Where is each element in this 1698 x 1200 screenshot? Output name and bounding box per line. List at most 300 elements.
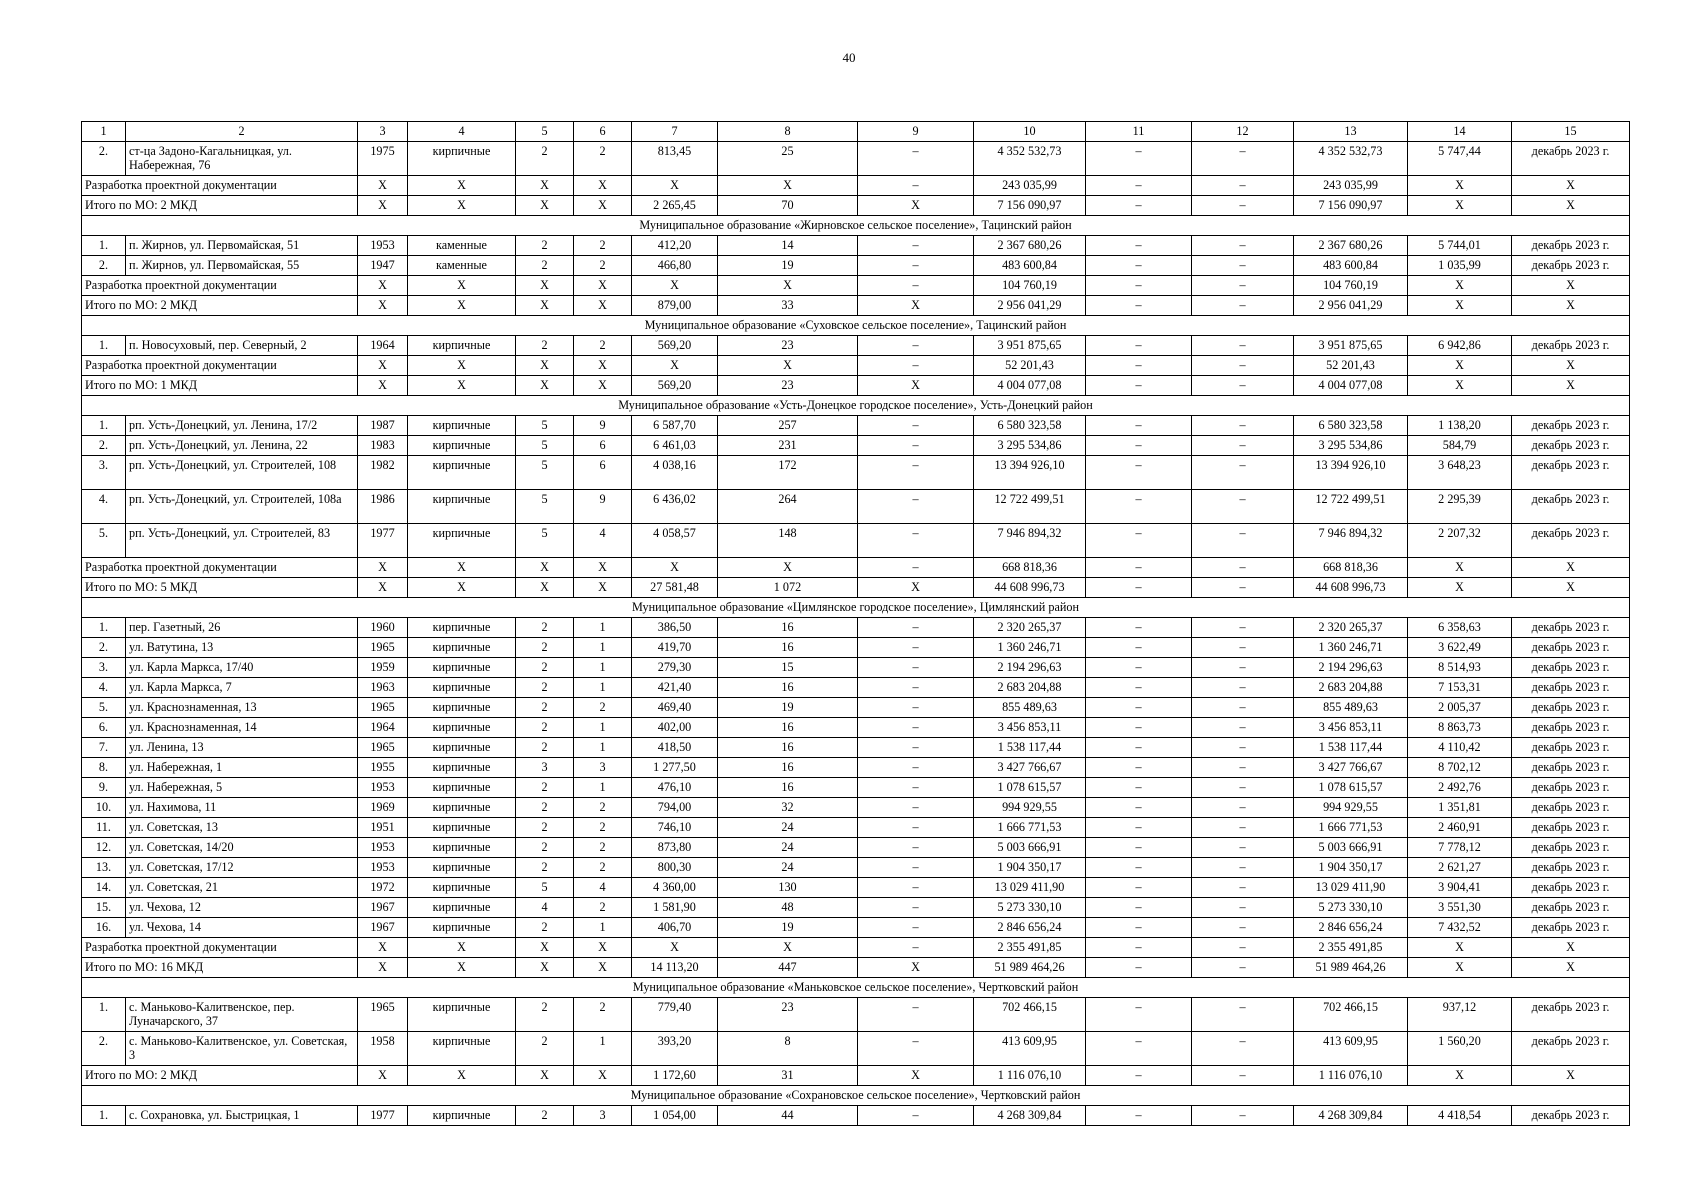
table-cell: X — [574, 558, 632, 578]
summary-label: Разработка проектной документации — [82, 356, 358, 376]
table-cell: 1987 — [358, 416, 408, 436]
table-cell: X — [1512, 296, 1630, 316]
table-cell: 24 — [718, 858, 858, 878]
table-cell: – — [1086, 436, 1192, 456]
table-cell: 447 — [718, 958, 858, 978]
table-cell: 130 — [718, 878, 858, 898]
table-cell: 2 — [574, 818, 632, 838]
section-title: Муниципальное образование «Усть-Донецкое городское поселение», Усть-Донецкий район — [82, 396, 1630, 416]
table-cell: – — [858, 638, 974, 658]
section-header-row — [82, 598, 1630, 618]
table-cell: 2 460,91 — [1408, 818, 1512, 838]
table-cell: 2 367 680,26 — [1294, 236, 1408, 256]
table-cell: 1 — [574, 678, 632, 698]
table-cell: X — [858, 196, 974, 216]
table-cell: X — [1408, 276, 1512, 296]
table-cell: 7 946 894,32 — [1294, 524, 1408, 558]
summary-label: Итого по МО: 2 МКД — [82, 296, 358, 316]
table-cell: 1977 — [358, 524, 408, 558]
table-cell: кирпичные — [408, 456, 516, 490]
table-cell: X — [718, 276, 858, 296]
summary-row — [82, 1066, 1630, 1086]
table-cell: декабрь 2023 г. — [1512, 436, 1630, 456]
summary-row — [82, 276, 1630, 296]
table-cell: 5 003 666,91 — [1294, 838, 1408, 858]
table-cell: 7 156 090,97 — [974, 196, 1086, 216]
table-cell: – — [858, 778, 974, 798]
table-cell: – — [1086, 818, 1192, 838]
table-cell: 1972 — [358, 878, 408, 898]
table-cell: X — [574, 376, 632, 396]
table-cell: 702 466,15 — [974, 998, 1086, 1032]
summary-label: Разработка проектной документации — [82, 558, 358, 578]
table-cell: – — [1192, 436, 1294, 456]
table-cell: 1965 — [358, 738, 408, 758]
address-cell: ул. Советская, 21 — [126, 878, 358, 898]
table-cell: – — [1086, 236, 1192, 256]
table-cell: 51 989 464,26 — [1294, 958, 1408, 978]
table-cell: – — [1192, 376, 1294, 396]
table-cell: 1958 — [358, 1032, 408, 1066]
table-row — [82, 998, 1630, 1032]
table-cell: X — [408, 958, 516, 978]
table-cell: X — [574, 938, 632, 958]
table-cell: 412,20 — [632, 236, 718, 256]
table-cell: – — [1086, 758, 1192, 778]
table-cell: – — [1086, 878, 1192, 898]
table-cell: 2. — [82, 1032, 126, 1066]
table-row — [82, 858, 1630, 878]
table-cell: 16 — [718, 638, 858, 658]
table-cell: X — [358, 376, 408, 396]
column-number: 8 — [718, 122, 858, 142]
table-cell: декабрь 2023 г. — [1512, 658, 1630, 678]
table-cell: 5 273 330,10 — [974, 898, 1086, 918]
address-cell: ул. Краснознаменная, 14 — [126, 718, 358, 738]
table-cell: 6 358,63 — [1408, 618, 1512, 638]
table-cell: 23 — [718, 376, 858, 396]
table-cell: – — [1192, 958, 1294, 978]
table-cell: 413 609,95 — [974, 1032, 1086, 1066]
table-cell: 1975 — [358, 142, 408, 176]
table-cell: 1 072 — [718, 578, 858, 598]
table-cell: – — [1192, 416, 1294, 436]
table-cell: – — [1192, 176, 1294, 196]
table-cell: кирпичные — [408, 878, 516, 898]
section-title: Муниципальное образование «Маньковское сельское поселение», Чертковский район — [82, 978, 1630, 998]
table-cell: – — [858, 336, 974, 356]
table-cell: кирпичные — [408, 416, 516, 436]
table-cell: 2 956 041,29 — [1294, 296, 1408, 316]
table-row — [82, 456, 1630, 490]
table-cell: 1 — [574, 638, 632, 658]
table-cell: 3 904,41 — [1408, 878, 1512, 898]
table-cell: 231 — [718, 436, 858, 456]
table-cell: – — [1086, 718, 1192, 738]
table-cell: 2 — [516, 618, 574, 638]
column-number: 12 — [1192, 122, 1294, 142]
table-cell: X — [516, 296, 574, 316]
table-cell: 2. — [82, 436, 126, 456]
section-header-row — [82, 1086, 1630, 1106]
column-number: 5 — [516, 122, 574, 142]
section-title: Муниципальное образование «Сохрановское сельское поселение», Чертковский район — [82, 1086, 1630, 1106]
table-cell: X — [516, 1066, 574, 1086]
table-cell: декабрь 2023 г. — [1512, 490, 1630, 524]
table-cell: декабрь 2023 г. — [1512, 758, 1630, 778]
table-cell: 264 — [718, 490, 858, 524]
table-cell: 2 — [516, 838, 574, 858]
table-cell: 3 456 853,11 — [1294, 718, 1408, 738]
table-cell: декабрь 2023 г. — [1512, 638, 1630, 658]
table-cell: 6 580 323,58 — [1294, 416, 1408, 436]
table-row — [82, 524, 1630, 558]
table-cell: 16 — [718, 618, 858, 638]
table-cell: – — [1192, 818, 1294, 838]
table-cell: 2 — [574, 336, 632, 356]
table-cell: X — [718, 356, 858, 376]
table-cell: 1960 — [358, 618, 408, 638]
table-cell: 4 — [574, 524, 632, 558]
table-cell: 44 608 996,73 — [1294, 578, 1408, 598]
table-cell: 104 760,19 — [974, 276, 1086, 296]
table-cell: – — [1086, 276, 1192, 296]
table-cell: X — [574, 196, 632, 216]
table-cell: 1977 — [358, 1106, 408, 1126]
table-cell: 5 273 330,10 — [1294, 898, 1408, 918]
table-cell: кирпичные — [408, 898, 516, 918]
table-cell: 3 — [574, 758, 632, 778]
table-cell: – — [1192, 878, 1294, 898]
table-cell: 2 — [574, 898, 632, 918]
table-cell: – — [1086, 296, 1192, 316]
table-cell: – — [858, 938, 974, 958]
table-cell: – — [1192, 698, 1294, 718]
table-cell: X — [516, 376, 574, 396]
table-cell: 2. — [82, 638, 126, 658]
table-cell: 4 — [574, 878, 632, 898]
table-cell: 1965 — [358, 698, 408, 718]
table-cell: – — [1086, 196, 1192, 216]
table-cell: 1963 — [358, 678, 408, 698]
table-cell: 6 461,03 — [632, 436, 718, 456]
table-cell: декабрь 2023 г. — [1512, 778, 1630, 798]
table-cell: – — [858, 490, 974, 524]
table-cell: 16 — [718, 718, 858, 738]
table-cell: – — [858, 838, 974, 858]
table-cell: – — [858, 176, 974, 196]
column-number: 7 — [632, 122, 718, 142]
summary-label: Разработка проектной документации — [82, 938, 358, 958]
table-cell: декабрь 2023 г. — [1512, 336, 1630, 356]
table-cell: кирпичные — [408, 524, 516, 558]
address-cell: ул. Ленина, 13 — [126, 738, 358, 758]
table-cell: 2 — [516, 1106, 574, 1126]
table-row — [82, 256, 1630, 276]
table-cell: 8 — [718, 1032, 858, 1066]
table-cell: 4 058,57 — [632, 524, 718, 558]
table-cell: 1 — [574, 738, 632, 758]
table-cell: 2 207,32 — [1408, 524, 1512, 558]
table-cell: декабрь 2023 г. — [1512, 256, 1630, 276]
address-cell: ул. Нахимова, 11 — [126, 798, 358, 818]
table-cell: X — [358, 296, 408, 316]
table-cell: 5 003 666,91 — [974, 838, 1086, 858]
table-row — [82, 416, 1630, 436]
column-number: 4 — [408, 122, 516, 142]
table-cell: 257 — [718, 416, 858, 436]
table-cell: 5 — [516, 456, 574, 490]
table-cell: – — [1086, 918, 1192, 938]
table-cell: – — [858, 236, 974, 256]
table-cell: 2 683 204,88 — [1294, 678, 1408, 698]
table-cell: X — [1512, 938, 1630, 958]
table-cell: 5 744,01 — [1408, 236, 1512, 256]
table-cell: X — [1408, 196, 1512, 216]
table-row — [82, 1106, 1630, 1126]
table-cell: 2 621,27 — [1408, 858, 1512, 878]
table-cell: 10. — [82, 798, 126, 818]
table-cell: – — [1192, 778, 1294, 798]
section-header-row — [82, 978, 1630, 998]
table-cell: – — [1086, 142, 1192, 176]
table-cell: X — [408, 578, 516, 598]
table-cell: X — [358, 356, 408, 376]
table-cell: X — [858, 958, 974, 978]
table-cell: X — [1512, 176, 1630, 196]
table-cell: X — [516, 958, 574, 978]
table-cell: 2 320 265,37 — [974, 618, 1086, 638]
table-cell: 4 352 532,73 — [1294, 142, 1408, 176]
table-cell: – — [858, 818, 974, 838]
table-cell: – — [1086, 524, 1192, 558]
table-cell: 2 — [574, 838, 632, 858]
table-cell: – — [1192, 276, 1294, 296]
table-cell: 1983 — [358, 436, 408, 456]
table-row — [82, 778, 1630, 798]
table-cell: 2 355 491,85 — [974, 938, 1086, 958]
table-cell: кирпичные — [408, 918, 516, 938]
table-cell: X — [1512, 356, 1630, 376]
table-cell: 668 818,36 — [974, 558, 1086, 578]
table-cell: кирпичные — [408, 1106, 516, 1126]
table-cell: 4 110,42 — [1408, 738, 1512, 758]
table-cell: 2 — [516, 142, 574, 176]
table-cell: 279,30 — [632, 658, 718, 678]
table-cell: X — [632, 276, 718, 296]
table-cell: X — [408, 376, 516, 396]
table-cell: – — [858, 524, 974, 558]
table-cell: 1. — [82, 618, 126, 638]
table-cell: 2 — [516, 256, 574, 276]
table-cell: 4. — [82, 678, 126, 698]
table-row — [82, 236, 1630, 256]
table-cell: 23 — [718, 998, 858, 1032]
table-cell: 13 394 926,10 — [1294, 456, 1408, 490]
table-cell: каменные — [408, 236, 516, 256]
table-cell: X — [408, 296, 516, 316]
table-cell: 2 005,37 — [1408, 698, 1512, 718]
table-cell: 1 360 246,71 — [1294, 638, 1408, 658]
address-cell: ул. Ватутина, 13 — [126, 638, 358, 658]
table-cell: 2 — [516, 698, 574, 718]
table-cell: 406,70 — [632, 918, 718, 938]
table-cell: X — [574, 296, 632, 316]
table-row — [82, 336, 1630, 356]
page-number: 40 — [842, 50, 856, 65]
table-row — [82, 142, 1630, 176]
address-cell: рп. Усть-Донецкий, ул. Строителей, 108 — [126, 456, 358, 490]
table-cell: 51 989 464,26 — [974, 958, 1086, 978]
table-cell: – — [1086, 958, 1192, 978]
table-cell: – — [1086, 778, 1192, 798]
table-cell: 7 946 894,32 — [974, 524, 1086, 558]
table-cell: 2 — [516, 638, 574, 658]
table-row — [82, 878, 1630, 898]
table-cell: X — [718, 176, 858, 196]
table-cell: – — [1086, 638, 1192, 658]
table-cell: 1 078 615,57 — [974, 778, 1086, 798]
table-cell: 3 456 853,11 — [974, 718, 1086, 738]
table-cell: 8 514,93 — [1408, 658, 1512, 678]
table-cell: 1 078 615,57 — [1294, 778, 1408, 798]
table-cell: – — [858, 142, 974, 176]
table-cell: 2 367 680,26 — [974, 236, 1086, 256]
table-cell: – — [858, 618, 974, 638]
table-cell: 5 — [516, 878, 574, 898]
table-cell: – — [1086, 1032, 1192, 1066]
table-cell: X — [1512, 276, 1630, 296]
table-cell: декабрь 2023 г. — [1512, 618, 1630, 638]
table-cell: X — [632, 558, 718, 578]
table-cell: 2 — [516, 918, 574, 938]
table-row — [82, 738, 1630, 758]
table-cell: X — [1408, 376, 1512, 396]
table-cell: 7 778,12 — [1408, 838, 1512, 858]
table-cell: – — [1086, 558, 1192, 578]
table-cell: 1982 — [358, 456, 408, 490]
table-cell: X — [358, 958, 408, 978]
summary-row — [82, 196, 1630, 216]
table-cell: 2 — [516, 998, 574, 1032]
table-cell: – — [858, 416, 974, 436]
table-cell: – — [1192, 578, 1294, 598]
table-cell: – — [1192, 838, 1294, 858]
table-cell: 2 — [574, 236, 632, 256]
table-cell: 243 035,99 — [974, 176, 1086, 196]
table-cell: 19 — [718, 918, 858, 938]
table-cell: 6 580 323,58 — [974, 416, 1086, 436]
table-cell: 1 666 771,53 — [1294, 818, 1408, 838]
table-cell: 16. — [82, 918, 126, 938]
table-cell: 1 116 076,10 — [1294, 1066, 1408, 1086]
table-cell: 16 — [718, 678, 858, 698]
table-cell: 469,40 — [632, 698, 718, 718]
table-cell: 243 035,99 — [1294, 176, 1408, 196]
summary-label: Итого по МО: 16 МКД — [82, 958, 358, 978]
table-cell: 3 951 875,65 — [1294, 336, 1408, 356]
table-cell: 6 942,86 — [1408, 336, 1512, 356]
column-number: 15 — [1512, 122, 1630, 142]
table-cell: 2 — [516, 236, 574, 256]
table-row — [82, 898, 1630, 918]
table-cell: 1 116 076,10 — [974, 1066, 1086, 1086]
table-cell: 2 — [574, 798, 632, 818]
table-cell: 12 722 499,51 — [1294, 490, 1408, 524]
table-cell: 3 951 875,65 — [974, 336, 1086, 356]
table-cell: – — [858, 718, 974, 738]
table-cell: 9. — [82, 778, 126, 798]
table-cell: 6 587,70 — [632, 416, 718, 436]
table-cell: 2 492,76 — [1408, 778, 1512, 798]
table-cell: 2 — [516, 658, 574, 678]
table-cell: 2 — [574, 698, 632, 718]
table-cell: – — [858, 456, 974, 490]
table-cell: 879,00 — [632, 296, 718, 316]
table-cell: X — [408, 276, 516, 296]
table-cell: 794,00 — [632, 798, 718, 818]
table-cell: 1967 — [358, 918, 408, 938]
table-cell: 4 268 309,84 — [974, 1106, 1086, 1126]
table-cell: 44 608 996,73 — [974, 578, 1086, 598]
summary-label: Итого по МО: 2 МКД — [82, 1066, 358, 1086]
table-cell: 1 035,99 — [1408, 256, 1512, 276]
address-cell: с. Маньково-Калитвенское, пер. Луначарского, 37 — [126, 998, 358, 1032]
table-cell: 483 600,84 — [974, 256, 1086, 276]
table-cell: X — [1512, 958, 1630, 978]
table-cell: кирпичные — [408, 638, 516, 658]
table-cell: – — [1086, 798, 1192, 818]
table-cell: – — [858, 276, 974, 296]
table-cell: – — [1192, 142, 1294, 176]
address-cell: ул. Карла Маркса, 7 — [126, 678, 358, 698]
table-cell: 14 113,20 — [632, 958, 718, 978]
table-cell: кирпичные — [408, 798, 516, 818]
table-cell: – — [1192, 296, 1294, 316]
table-cell: 413 609,95 — [1294, 1032, 1408, 1066]
table-cell: декабрь 2023 г. — [1512, 838, 1630, 858]
table-cell: – — [858, 878, 974, 898]
table-cell: 2 — [516, 718, 574, 738]
table-cell: 386,50 — [632, 618, 718, 638]
table-cell: – — [1086, 176, 1192, 196]
address-cell: рп. Усть-Донецкий, ул. Строителей, 108а — [126, 490, 358, 524]
table-cell: 855 489,63 — [974, 698, 1086, 718]
table-cell: 3 648,23 — [1408, 456, 1512, 490]
table-cell: 2 — [574, 256, 632, 276]
table-cell: декабрь 2023 г. — [1512, 456, 1630, 490]
table-cell: X — [574, 356, 632, 376]
table-cell: – — [1192, 524, 1294, 558]
table-cell: 2 295,39 — [1408, 490, 1512, 524]
table-row — [82, 918, 1630, 938]
section-header-row — [82, 396, 1630, 416]
summary-row — [82, 296, 1630, 316]
table-cell: – — [858, 898, 974, 918]
table-cell: X — [358, 558, 408, 578]
table-cell: 1. — [82, 336, 126, 356]
table-cell: X — [574, 176, 632, 196]
table-cell: 937,12 — [1408, 998, 1512, 1032]
table-cell: X — [516, 196, 574, 216]
table-cell: 2 194 296,63 — [1294, 658, 1408, 678]
table-cell: 7 156 090,97 — [1294, 196, 1408, 216]
table-cell: кирпичные — [408, 336, 516, 356]
table-cell: – — [1192, 1066, 1294, 1086]
section-header-row — [82, 316, 1630, 336]
column-number: 14 — [1408, 122, 1512, 142]
table-body — [82, 122, 1630, 1126]
